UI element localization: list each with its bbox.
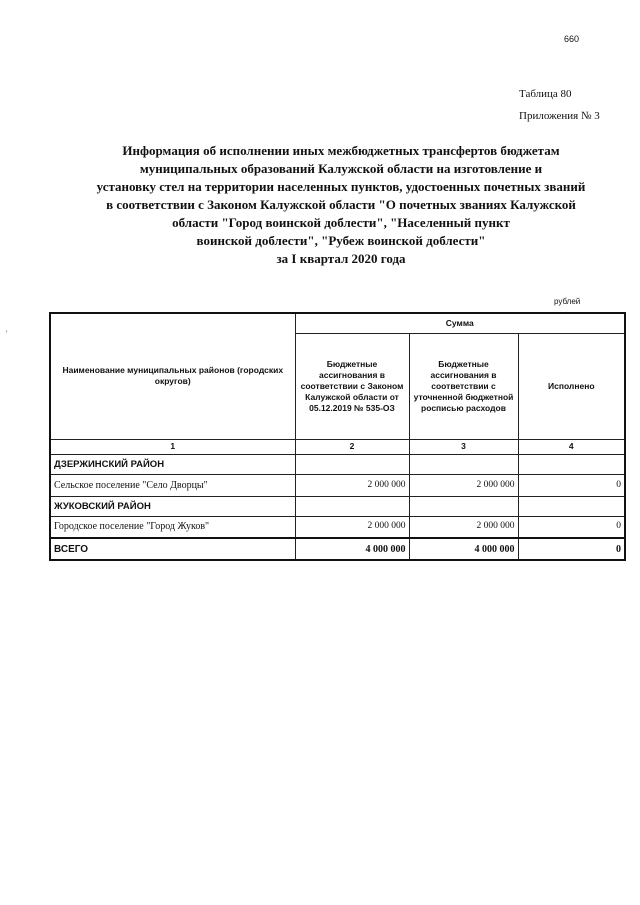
value-cell [295, 454, 409, 474]
district-name: ЖУКОВСКИЙ РАЙОН [50, 496, 295, 516]
title-line: области "Город воинской доблести", "Населенный пункт [172, 215, 510, 230]
transfers-table [49, 312, 626, 561]
table-reference: Таблица 80 [519, 88, 572, 100]
value-cell: 2 000 000 [295, 516, 409, 538]
table-row [50, 454, 625, 474]
value-cell [518, 454, 625, 474]
total-value: 4 000 000 [409, 538, 518, 560]
title-line: в соответствии с Законом Калужской области "О почетных званиях Калужской [106, 197, 576, 212]
value-cell [518, 496, 625, 516]
total-label: ВСЕГО [50, 538, 295, 560]
value-cell: 0 [518, 516, 625, 538]
table-row [50, 496, 625, 516]
appendix-reference: Приложения № 3 [519, 110, 600, 122]
total-value: 4 000 000 [295, 538, 409, 560]
col4-header: Исполнено [518, 333, 625, 439]
sum-header: Сумма [295, 313, 625, 333]
title-line: установку стел на территории населенных пунктов, удостоенных почетных званий [96, 179, 586, 194]
value-cell [409, 454, 518, 474]
edge-mark: ' [6, 329, 8, 338]
table-row [50, 474, 625, 496]
value-cell [409, 496, 518, 516]
title-line: муниципальных образований Калужской области на изготовление и [139, 161, 543, 176]
value-cell [295, 496, 409, 516]
district-name: ДЗЕРЖИНСКИЙ РАЙОН [50, 454, 295, 474]
index-cell: 2 [295, 439, 409, 454]
value-cell: 2 000 000 [409, 516, 518, 538]
units-label: рублей [554, 297, 581, 306]
value-cell: 2 000 000 [295, 474, 409, 496]
total-value: 0 [518, 538, 625, 560]
value-cell: 2 000 000 [409, 474, 518, 496]
page-number: 660 [564, 34, 580, 44]
index-cell: 4 [518, 439, 625, 454]
col2-header: Бюджетные ассигнования в соответствии с Законом Калужской области от 05.12.2019 № 535-ОЗ [295, 333, 409, 439]
document-title [56, 142, 626, 268]
settlement-name: Сельское поселение "Село Дворцы" [50, 474, 295, 496]
title-line: воинской доблести", "Рубеж воинской доблести" [196, 233, 486, 248]
col-name-header: Наименование муниципальных районов (городских округов) [50, 313, 295, 439]
index-cell: 1 [50, 439, 295, 454]
title-line: Информация об исполнении иных межбюджетных трансфертов бюджетам [122, 143, 560, 158]
col3-header: Бюджетные ассигнования в соответствии с уточненной бюджетной росписью расходов [409, 333, 518, 439]
value-cell: 0 [518, 474, 625, 496]
table-row [50, 516, 625, 538]
title-line: за I квартал 2020 года [276, 251, 406, 266]
index-cell: 3 [409, 439, 518, 454]
settlement-name: Городское поселение "Город Жуков" [50, 516, 295, 538]
total-row [50, 538, 625, 560]
